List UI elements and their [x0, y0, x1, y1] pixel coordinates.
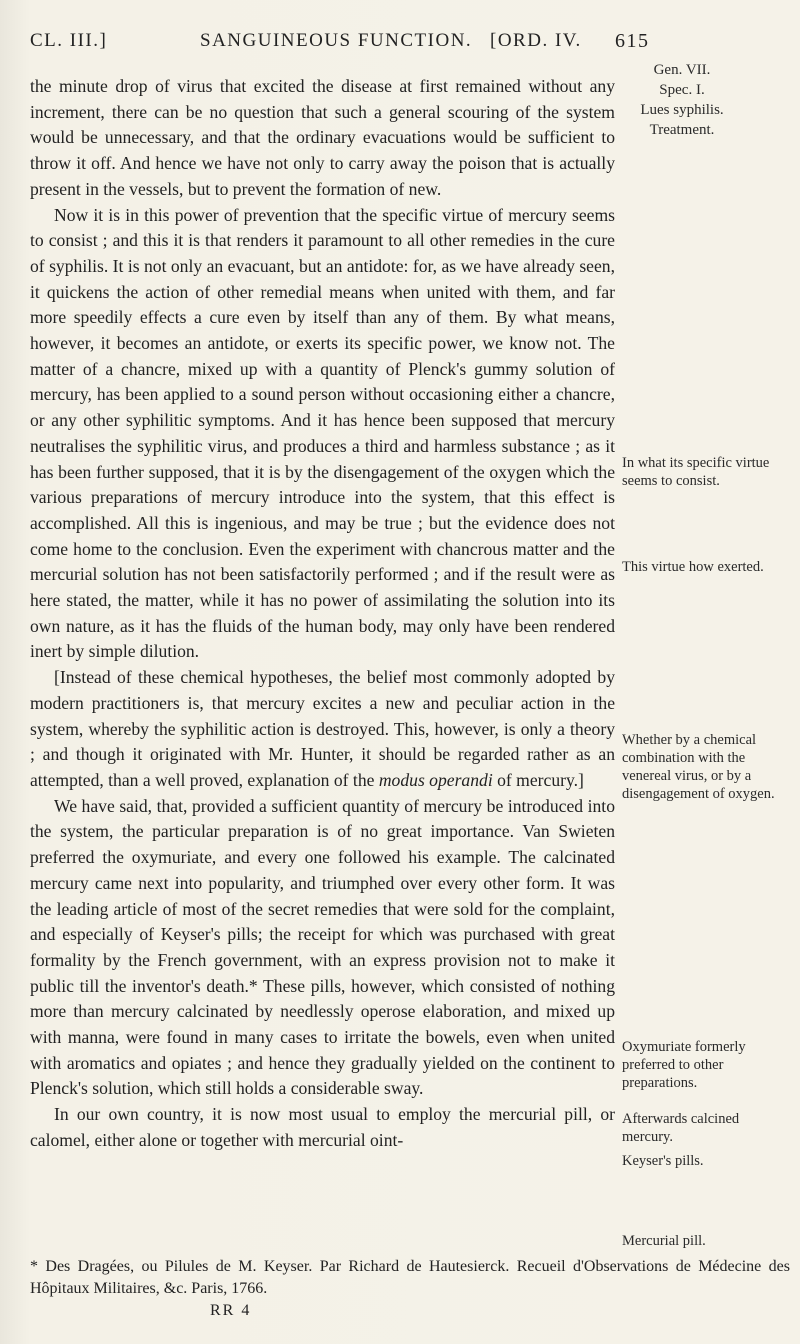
margin-section: Treatment.	[649, 122, 715, 138]
hypotheses-end: of mercury.]	[497, 769, 584, 790]
header-order: [ORD. IV.	[490, 30, 582, 51]
paragraph-prevention: Now it is in this power of prevention that the specific virtue of mercury seems to consist ; and this it is that renders it paramount to all other remedies in the cure of syphilis. It is not only an evacuant, but an antidote: for, as we have already seen, it quickens the action of other remedial means when united with them, and far more speedily effects a cure even by itself than any of them. By what means, however, it becomes an antidote, or exerts its specific power, we know not. The matter of a chancre, mixed up with a quantity of Plenck's gummy solution of mercury, has been applied to a sound person without occasioning either a chancre, or any other syphilitic symptoms. And it has hence been supposed that mercury neutralises the syphilitic virus, and produces a third and harmless substance ; as it has been further supposed, that it is by the disengagement of the oxygen which the various preparations of mercury introduce into the system, that this effect is accomplished. All this is ingenious, and may be true ; but the evidence does not come home to the conclusion. Even the experiment with chancrous matter and the mercurial solution has not been satisfactorily performed ; and if the result were as here stated, the matter, while it has no power of assimilating the solution into its own nature, as it has the fluids of the human body, may only have been rendered inert by simple dilution.	[30, 204, 615, 662]
page-number: 615	[615, 30, 650, 52]
latin-phrase: modus operandi	[378, 769, 493, 790]
footnote: * Des Dragées, ou Pilules de M. Keyser. Par Richard de Hautesierck. Recueil d'Observations de Médecine des Hôpitaux Militaires, &c. Paris, 1766.	[30, 1258, 790, 1297]
margin-disease-name: Lues syphilis.	[640, 102, 724, 118]
hypotheses-text: [Instead of these chemical hypotheses, the belief most commonly adopted by modern practitioners is, that mercury excites a new and peculiar action in the system, whereby the syphilitic action is destroyed. This, however, is only a theory ; and though it originated with Mr. Hunter, it should be regarded rather as an attempted, than a well proved, explanation of the	[30, 667, 615, 790]
header-title: SANGUINEOUS FUNCTION.	[200, 30, 473, 51]
paragraph-hypotheses	[30, 665, 615, 794]
margin-note-keysers-pills: Keyser's pills.	[622, 1153, 704, 1169]
margin-note-specific-virtue: In what its specific virtue seems to consist.	[622, 455, 770, 489]
paragraph-mercurial-pill: In our own country, it is now most usual to employ the mercurial pill, or calomel, either alone or together with mercurial oint-	[30, 1104, 615, 1150]
header-chapter: CL. III.]	[30, 30, 108, 51]
paragraph-preparations: We have said, that, provided a sufficient quantity of mercury be introduced into the system, the particular preparation is of no great importance. Van Swieten preferred the oxymuriate, and every one followed his example. The calcinated mercury came next into popularity, and triumphed over every other form. It was the leading article of most of the secret remedies that were sold for the complaint, and especially of Keyser's pills; the receipt for which was purchased with great formality by the French government, with an express provision not to make it public till the inventor's death.* These pills, however, which consisted of nothing more than mercury calcinated by needlessly operose elaboration, and mixed up with manna, were found in many cases to irritate the bowels, even when united with aromatics and opiates ; and hence they gradually yielded on the continent to Plenck's solution, which still holds a considerable sway.	[30, 795, 615, 1099]
main-text	[30, 74, 615, 1154]
signature-mark: RR 4	[210, 1302, 252, 1319]
paragraph-virus: the minute drop of virus that excited the disease at first remained without any increment, there can be no question that such a general scouring of the system would be unnecessary, and that the ordinary evacuations would be sufficient to throw it off. And hence we have not only to carry away the poison that is actually present in the vessels, but to prevent the formation of new.	[30, 76, 615, 199]
margin-heading	[622, 60, 742, 140]
margin-note-chemical-combination: Whether by a chemical combination with the venereal virus, or by a disengagement of oxygen.	[622, 732, 775, 802]
margin-note-how-exerted: This virtue how exerted.	[622, 559, 764, 575]
running-header	[30, 30, 780, 58]
margin-note-oxymuriate: Oxymuriate formerly preferred to other preparations.	[622, 1039, 746, 1091]
margin-note-mercurial-pill: Mercurial pill.	[622, 1233, 706, 1249]
margin-species: Spec. I.	[659, 82, 705, 98]
margin-note-calcined-mercury: Afterwards calcined mercury.	[622, 1111, 740, 1145]
margin-genus: Gen. VII.	[653, 62, 711, 78]
